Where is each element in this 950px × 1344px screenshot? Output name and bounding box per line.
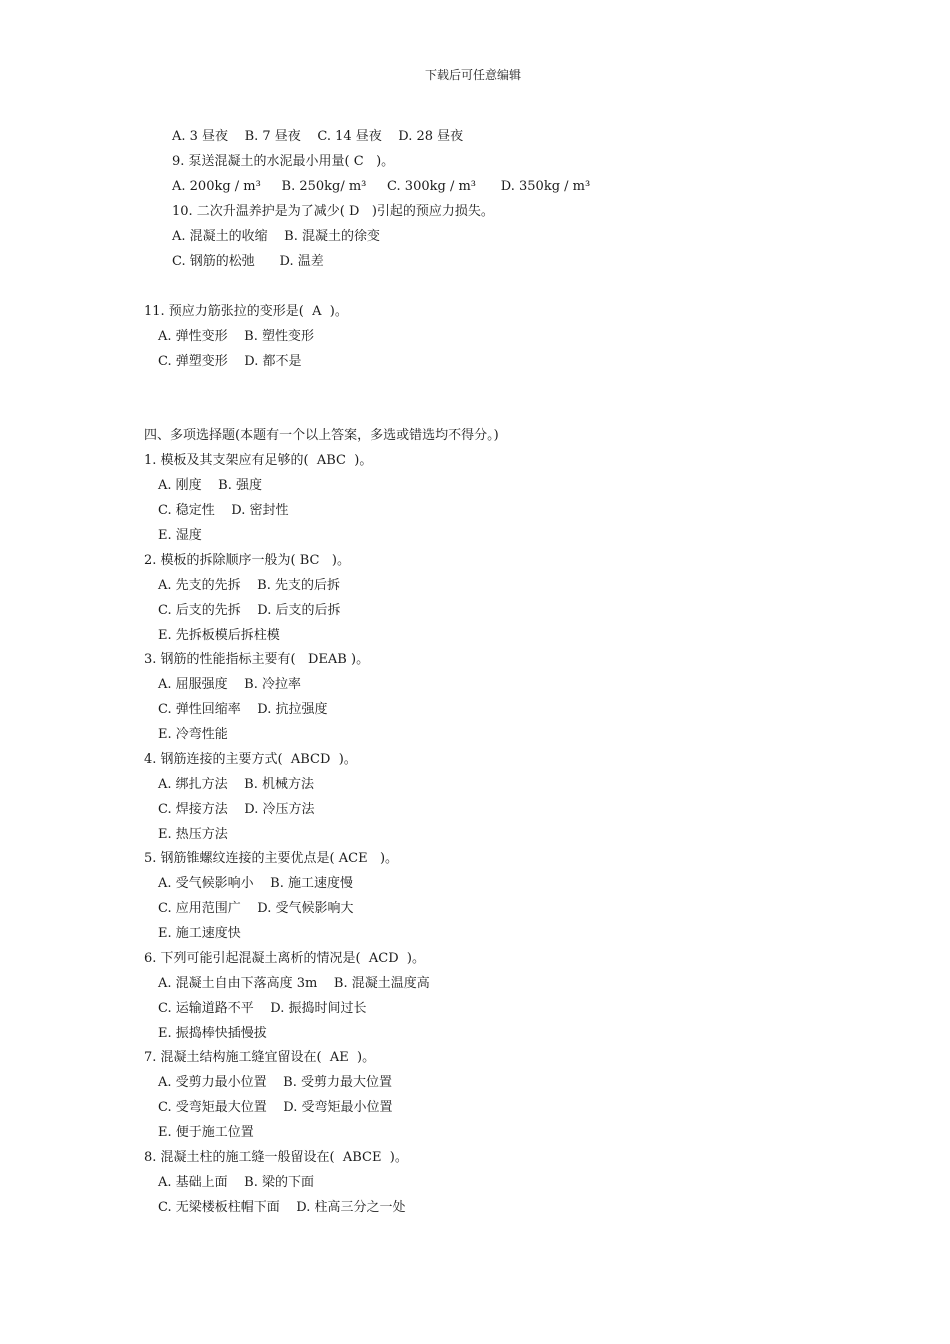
mq8-options-cd: C. 无梁楼板柱帽下面 D. 柱高三分之一处 <box>158 1200 406 1215</box>
mq3-options-ab: A. 屈服强度 B. 冷拉率 <box>158 677 302 692</box>
mq3-options-e: E. 冷弯性能 <box>158 727 228 742</box>
mq2-question: 2. 模板的拆除顺序一般为( BC )。 <box>144 553 350 568</box>
mq4-options-ab: A. 绑扎方法 B. 机械方法 <box>158 777 315 792</box>
q10-options-cd: C. 钢筋的松弛 D. 温差 <box>172 254 324 269</box>
mq8-options-ab: A. 基础上面 B. 梁的下面 <box>158 1175 315 1190</box>
q9-options: A. 200kg / m³ B. 250kg/ m³ C. 300kg / m³ D. 350kg / m³ <box>172 179 591 194</box>
mq5-question: 5. 钢筋锥螺纹连接的主要优点是( ACE )。 <box>144 851 399 866</box>
mq7-question: 7. 混凝土结构施工缝宜留设在( AE )。 <box>144 1050 376 1065</box>
mq1-question: 1. 模板及其支架应有足够的( ABC )。 <box>144 453 373 468</box>
mq7-options-cd: C. 受弯矩最大位置 D. 受弯矩最小位置 <box>158 1100 393 1115</box>
q11-options-ab: A. 弹性变形 B. 塑性变形 <box>158 329 315 344</box>
mq6-options-cd: C. 运输道路不平 D. 振捣时间过长 <box>158 1001 367 1016</box>
section-heading: 四、多项选择题(本题有一个以上答案，多选或错选均不得分。) <box>144 428 499 443</box>
mq8-question: 8. 混凝土柱的施工缝一般留设在( ABCE )。 <box>144 1150 408 1165</box>
mq5-options-cd: C. 应用范围广 D. 受气候影响大 <box>158 901 354 916</box>
mq4-options-cd: C. 焊接方法 D. 冷压方法 <box>158 802 315 817</box>
q10-question: 10. 二次升温养护是为了减少( D )引起的预应力损失。 <box>172 204 494 219</box>
mq4-options-e: E. 热压方法 <box>158 827 228 842</box>
mq7-options-ab: A. 受剪力最小位置 B. 受剪力最大位置 <box>158 1075 393 1090</box>
mq1-options-ab: A. 刚度 B. 强度 <box>158 478 263 493</box>
mq3-options-cd: C. 弹性回缩率 D. 抗拉强度 <box>158 702 328 717</box>
mq6-options-e: E. 振捣棒快插慢拔 <box>158 1026 267 1041</box>
mq5-options-e: E. 施工速度快 <box>158 926 241 941</box>
mq3-question: 3. 钢筋的性能指标主要有( DEAB )。 <box>144 652 370 667</box>
q11-question: 11. 预应力筋张拉的变形是( A )。 <box>144 304 348 319</box>
mq6-question: 6. 下列可能引起混凝土离析的情况是( ACD )。 <box>144 951 425 966</box>
mq1-options-cd: C. 稳定性 D. 密封性 <box>158 503 289 518</box>
mq1-options-e: E. 湿度 <box>158 528 202 543</box>
mq6-options-ab: A. 混凝土自由下落高度 3m B. 混凝土温度高 <box>158 976 430 991</box>
mq2-options-cd: C. 后支的先拆 D. 后支的后拆 <box>158 603 341 618</box>
q8-options: A. 3 昼夜 B. 7 昼夜 C. 14 昼夜 D. 28 昼夜 <box>172 129 464 144</box>
mq4-question: 4. 钢筋连接的主要方式( ABCD )。 <box>144 752 357 767</box>
mq7-options-e: E. 便于施工位置 <box>158 1125 254 1140</box>
mq2-options-e: E. 先拆板模后拆柱模 <box>158 628 280 643</box>
q9-question: 9. 泵送混凝土的水泥最小用量( C )。 <box>172 154 395 169</box>
mq2-options-ab: A. 先支的先拆 B. 先支的后拆 <box>158 578 341 593</box>
page-header: 下载后可任意编辑 <box>425 68 522 82</box>
q11-options-cd: C. 弹塑变形 D. 都不是 <box>158 354 302 369</box>
q10-options-ab: A. 混凝土的收缩 B. 混凝土的徐变 <box>172 229 381 244</box>
mq5-options-ab: A. 受气候影响小 B. 施工速度慢 <box>158 876 354 891</box>
